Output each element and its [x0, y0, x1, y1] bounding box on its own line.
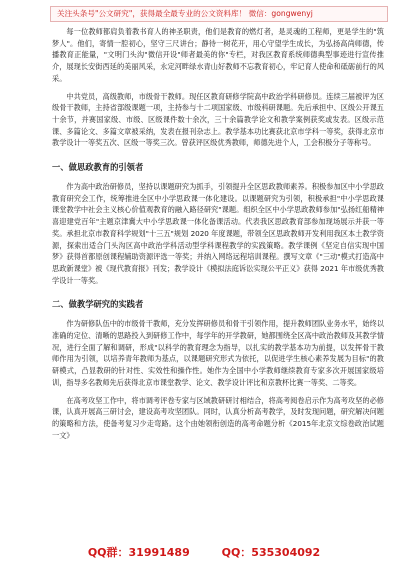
paragraph-section2-b: 在高考攻坚工作中，将市调考评卷专家与区域教研研讨相结合，将高考阅卷启示作为高考攻坚的必修课，认真开展高三研讨会，建设高考攻坚团队。同时，认真分析高考教学，及时发现问题，研究解决问题的策略和方法，使备考复习少走弯路。这个由她领衔创造的高考命题分析《2015年北京文综卷政治试题一文》	[52, 395, 384, 440]
qq-number-text: QQ：535304092	[221, 546, 321, 559]
section-heading-1: 一、做思政教育的引领者	[52, 162, 144, 173]
document-body	[52, 26, 384, 447]
paragraph-section1: 作为高中政治研修员，坚持以课题研究为抓手，引领提升全区思政教师素养。积极参加区中小学思政教育研究会工作，统筹推进全区中小学思政课一体化建设。以课题研究为引领，积极承担"中小学思政课课堂教学中社会主义核心价值观教育的融入路径研究"课题。组织全区中小学思政教师参加"弘扬红船精神 喜迎建党百年"主题京津冀大中小学思政课一体化备课活动。代表我区思政教育部参加现场展示并获一等奖。承担北京市教育科学规划"十三五"规划 2020 年度课题，带领全区思政教师开发利用我区本土教学资源，探索出适合门头沟区高中政治学科活动型学科课程教学的实践策略。教学课例《坚定自信实现中国梦》获得首都原创课程辅助资源评选一等奖；并纳入网络远程培训课程。撰写文章《"三动"模式打造高中思政新课堂》被《现代教育报》刊发；教学设计《模拟法庭诉讼实现公平正义》获得 2021 年市级优秀教学设计一等奖。	[52, 182, 384, 285]
paragraph-profile: 中共党员，高级教师，市级骨干教师。现任区教育研修学院高中政治学科研修员。连续三届被评为区级骨干教师，主持省部级课题一项，主持参与十二项国家级、市级科研课题。先后承担中、区级公开课五十余节，并赛国家级、市级、区级课件数十余次，三十余篇教学论文和教学案例获奖或发表。区级示范课、多篇论文、多篇文章被采纳，发表在报刊杂志上。教学基本功比赛获北京市学科一等奖，获得北京市教学设计一等奖五次、区级一等奖三次。曾获评区级优秀教师，师德先进个人，工会积极分子等称号。	[52, 91, 384, 148]
paragraph-intro: 每一位教师都肩负着教书育人的神圣职责，他们是教育的燃灯者，是灵魂的工程师，更是学生的"筑梦人"。他们，寄情一腔初心，坚守三尺讲台；静待一树花开，用心守望学生成长，为弘扬高尚师德，传播教育正能量，"文明门头沟"微信开设"师者最美的你"专栏，对我区教育系统师德典型事迹进行宣传推介，展现长安街西延的美丽风采，永定河畔绿水青山好教师不忘教育初心，牢记育人使命和砥砺前行的风采。	[52, 27, 384, 83]
qq-group-text: QQ群：31991489	[87, 546, 190, 559]
footer-contact	[0, 544, 408, 560]
paragraph-section2-a: 作为研修队伍中的市级骨干教师，充分发挥研修员和骨干引领作用，提升教师团队业务水平，始终以准确的定位、清晰的思路投入到研修工作中，每学年的开学教研，她都围绕全区高中政治教师及其教学情况，进行全面了解和调研，形成"以科学的教育理念为指导，以扎实的教学基本功为前提，以发挥骨干教师作用为引领，以培养青年教师为基点，以课题研究形式为依托，以促进学生核心素养发展为目标"的教研模式，凸显教研的针对性、实效性和操作性。她作为全国中小学教师继续教育专家多次开展国家级培训，指导多名教师先后获得北京市课堂教学、论文、教学设计评比和京教杯比赛一等奖、二等奖。	[52, 319, 384, 387]
header-banner: 关注头条号"公文研究"，获得最全最专业的公文资料库！ 微信：gongwenyj	[50, 6, 388, 22]
section-heading-2: 二、做教学研究的实践者	[52, 299, 144, 310]
